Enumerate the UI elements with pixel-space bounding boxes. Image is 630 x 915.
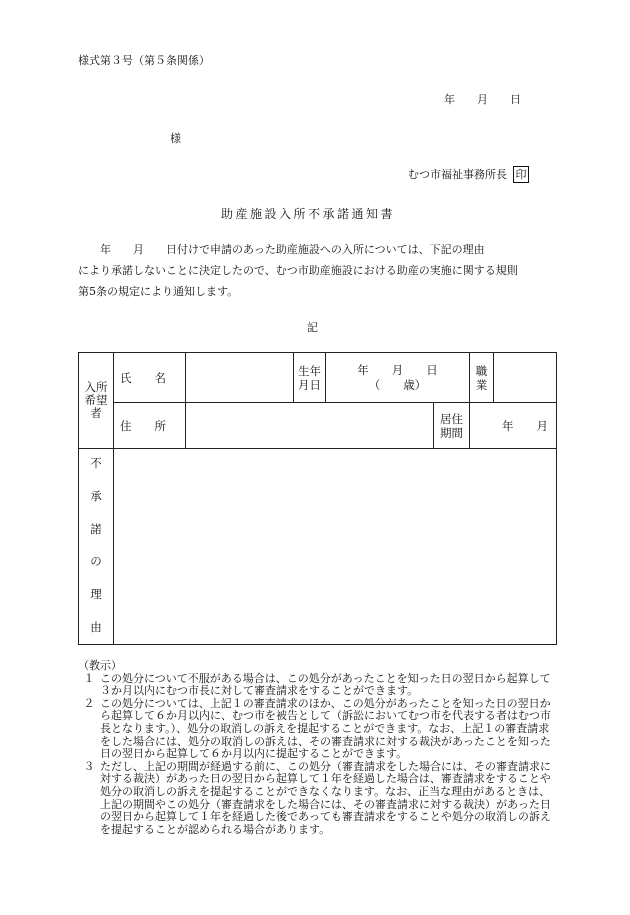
name-label: 氏 名 xyxy=(120,370,166,385)
issuer-line xyxy=(408,166,529,183)
form-number: 様式第３号（第５条関係） xyxy=(78,54,210,67)
job-label-cell xyxy=(470,353,494,403)
applicant-label-cell xyxy=(79,353,114,449)
body-line-3: 第5条の規定により通知します。 xyxy=(78,285,239,298)
address-value-cell[interactable] xyxy=(186,403,434,449)
instruction-number: ３ xyxy=(83,759,95,773)
reason-char: 承 xyxy=(90,488,102,503)
addressee-suffix: 様 xyxy=(170,132,181,145)
instruction-number: ２ xyxy=(83,696,95,710)
residence-label-2: 期間 xyxy=(440,425,463,440)
birth-label-1: 生年 xyxy=(298,363,321,378)
reason-char: の xyxy=(90,554,102,569)
reason-label-cell xyxy=(79,449,114,645)
age-value: （ 歳） xyxy=(368,377,427,392)
document-title: 助産施設入所不承諾通知書 xyxy=(221,207,396,221)
applicant-label: 入所希望者 xyxy=(84,380,108,420)
instruction-item xyxy=(78,761,556,837)
name-value-cell[interactable] xyxy=(186,353,294,403)
reason-char: 諾 xyxy=(90,521,102,536)
birth-date-value: 年 月 日 xyxy=(357,362,438,377)
seal-mark: 印 xyxy=(513,166,529,183)
instruction-number: １ xyxy=(83,671,95,685)
reason-char: 不 xyxy=(90,456,102,470)
instruction-text: ただし、上記の期間が経過する前に、この処分（審査請求をした場合には、その審査請求に対する裁決）があった日の翌日から起算して１年を経過した場合は、審査請求をすることや処分の取消しの訴えを提起することができなくなります。なお、正当な理由があるときは、上記の期間やこの処分（審査請求をした場合には、その審査請求に対する裁決）があった日の翌日から起算して１年を経過した後であっても審査請求をすることや処分の取消しの訴えを提起することが認められる場合があります。 xyxy=(100,759,551,836)
instruction-text: この処分について不服がある場合は、この処分があったことを知った日の翌日から起算して３か月以内にむつ市長に対して審査請求をすることができます。 xyxy=(100,671,551,698)
applicant-table xyxy=(78,352,557,645)
residence-value-cell[interactable] xyxy=(470,403,557,449)
birth-label-2: 月日 xyxy=(298,377,321,392)
name-label-cell xyxy=(114,353,186,403)
instruction-item xyxy=(78,698,556,761)
reason-char: 由 xyxy=(90,619,102,634)
body-line-2: により承諾しないことに決定したので、むつ市助産施設における助産の実施に関する規則 xyxy=(78,264,518,277)
birth-value-cell[interactable] xyxy=(326,353,470,403)
residence-label-1: 居住 xyxy=(440,411,463,426)
job-value-cell[interactable] xyxy=(494,353,557,403)
reason-label xyxy=(79,449,113,639)
body-line-1: 年 月 日付けで申請のあった助産施設への入所については、下記の理由 xyxy=(78,243,485,256)
issuer-name: むつ市福祉事務所長 xyxy=(408,168,507,181)
address-label: 住 所 xyxy=(120,418,166,433)
address-label-cell xyxy=(114,403,186,449)
instruction-text: この処分については、上記１の審査請求のほか、この処分があったことを知った日の翌日から起算して６か月以内に、むつ市を被告として（訴訟においてむつ市を代表する者はむつ市長となります。）、処分の取消しの訴えを提起することができます。なお、上記１の審査請求をした場合には、処分の取消しの訴えは、その審査請求に対する裁決があったことを知った日の翌日から起算して６か月以内に提起することができます。 xyxy=(100,696,551,761)
job-label: 職業 xyxy=(475,363,488,392)
ki-heading: 記 xyxy=(307,321,318,334)
reason-char: 理 xyxy=(90,587,102,602)
instructions-heading: （教示） xyxy=(78,659,122,672)
residence-label-cell xyxy=(434,403,470,449)
instructions xyxy=(78,660,556,836)
residence-value: 年 月 xyxy=(502,418,548,433)
date-line: 年 月 日 xyxy=(444,93,521,106)
instruction-item xyxy=(78,673,556,698)
reason-value-cell[interactable] xyxy=(114,449,557,645)
birth-label-cell xyxy=(294,353,326,403)
